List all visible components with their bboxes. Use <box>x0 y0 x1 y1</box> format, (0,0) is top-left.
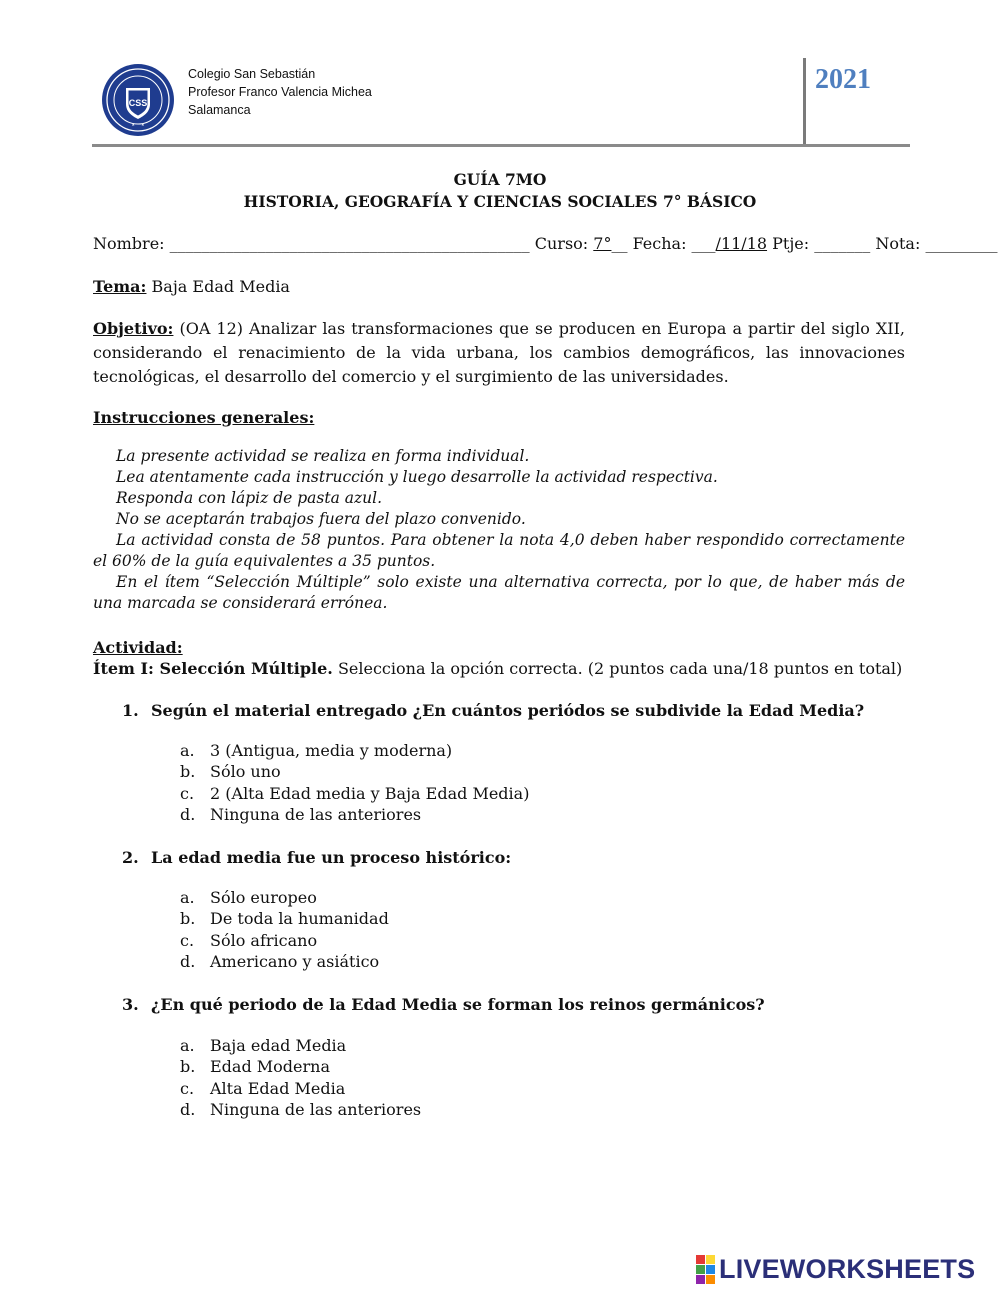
option-text: Ninguna de las anteriores <box>210 1099 422 1119</box>
header-horizontal-rule <box>92 144 910 147</box>
option-letter: a. <box>180 1036 195 1055</box>
fecha-blank[interactable]: ___ <box>691 234 716 253</box>
question-text: ¿En qué periodo de la Edad Media se forman los reinos germánicos? <box>151 995 765 1014</box>
instruction-item: La actividad consta de 58 puntos. Para obtener la nota 4,0 deben haber respondido correctamente el 60% de la guía equivalentes a 35 puntos. <box>93 531 905 570</box>
year-label: 2021 <box>815 64 871 95</box>
option-b[interactable] <box>180 908 389 929</box>
option-letter: d. <box>180 951 196 971</box>
nota-blank[interactable]: _________ <box>925 234 998 253</box>
fecha-label: Fecha: <box>632 234 687 253</box>
question-3-options <box>180 1035 421 1120</box>
option-a[interactable] <box>180 1035 421 1056</box>
curso-label: Curso: <box>534 234 589 253</box>
school-seal-icon <box>100 62 176 138</box>
option-letter: c. <box>180 783 195 803</box>
option-letter: c. <box>180 930 195 950</box>
instruction-item: No se aceptarán trabajos fuera del plazo convenido. <box>116 510 526 528</box>
logo-block <box>706 1255 715 1264</box>
item-text: Selecciona la opción correcta. (2 puntos cada una/18 puntos en total) <box>337 659 903 678</box>
option-d[interactable] <box>180 951 389 972</box>
svg-text:CSS: CSS <box>128 98 148 108</box>
option-letter: d. <box>180 804 196 824</box>
option-letter: b. <box>180 1057 196 1077</box>
nota-label: Nota: <box>875 234 921 253</box>
tema-label: Tema: <box>93 277 147 296</box>
question-number: 3. <box>122 995 139 1014</box>
logo-block <box>696 1275 705 1284</box>
nombre-blank[interactable]: _____________________________________________ <box>169 234 530 253</box>
fecha-value: /11/18 <box>715 234 768 253</box>
question-text: La edad media fue un proceso histórico: <box>151 848 512 867</box>
header-vertical-rule <box>803 58 806 146</box>
option-text: 2 (Alta Edad media y Baja Edad Media) <box>210 783 530 803</box>
item-description <box>93 657 902 681</box>
objetivo-text: (OA 12) Analizar las transformaciones que se producen en Europa a partir del siglo XII, considerando el renacimiento de la vida urbana, los cambios demográficos, las innovaciones tecnológicas, el desarrollo del comercio y el surgimiento de las universidades. <box>93 319 905 386</box>
option-text: Sólo uno <box>210 762 281 782</box>
activity-heading: Actividad: <box>93 638 183 657</box>
school-logo <box>100 62 176 138</box>
subject-title: HISTORIA, GEOGRAFÍA Y CIENCIAS SOCIALES 7° BÁSICO <box>243 192 757 211</box>
option-text: Alta Edad Media <box>210 1078 346 1098</box>
option-b[interactable] <box>180 1056 421 1077</box>
option-b[interactable] <box>180 761 529 782</box>
instructions-heading: Instrucciones generales: <box>93 408 315 427</box>
instruction-item: La presente actividad se realiza en forma individual. <box>116 447 530 465</box>
instruction-item: En el ítem “Selección Múltiple” solo existe una alternativa correcta, por lo que, de haber más de una marcada se considerará errónea. <box>93 573 905 612</box>
instruction-item: Lea atentamente cada instrucción y luego desarrolle la actividad respectiva. <box>116 468 718 486</box>
curso-blank[interactable]: __ <box>611 234 628 253</box>
instructions-list <box>93 446 905 614</box>
school-info <box>188 65 372 119</box>
option-letter: a. <box>180 741 195 760</box>
tema-value: Baja Edad Media <box>151 277 290 296</box>
option-c[interactable] <box>180 1078 421 1099</box>
question-2-options <box>180 887 389 972</box>
option-text: Baja edad Media <box>210 1036 347 1055</box>
liveworksheets-logo-icon <box>696 1255 715 1284</box>
option-a[interactable] <box>180 740 529 761</box>
question-3 <box>122 993 765 1017</box>
logo-block <box>696 1255 705 1264</box>
objetivo-paragraph <box>93 317 905 389</box>
logo-block <box>706 1275 715 1284</box>
option-c[interactable] <box>180 930 389 951</box>
option-text: Edad Moderna <box>210 1057 331 1077</box>
nombre-label: Nombre: <box>93 234 165 253</box>
option-text: Sólo europeo <box>210 888 317 907</box>
school-name: Colegio San Sebastián <box>188 67 316 81</box>
option-a[interactable] <box>180 887 389 908</box>
option-text: Sólo africano <box>210 930 318 950</box>
liveworksheets-watermark <box>696 1254 975 1284</box>
question-1-options <box>180 740 529 825</box>
option-d[interactable] <box>180 804 529 825</box>
ptje-blank[interactable]: _______ <box>814 234 871 253</box>
option-text: De toda la humanidad <box>210 909 389 929</box>
question-text: Según el material entregado ¿En cuántos periódos se subdivide la Edad Media? <box>151 701 865 720</box>
logo-block <box>706 1265 715 1274</box>
teacher-name: Profesor Franco Valencia Michea <box>188 85 372 99</box>
guide-title: GUÍA 7MO <box>453 170 547 189</box>
logo-block <box>696 1265 705 1274</box>
question-1 <box>122 699 864 723</box>
option-letter: c. <box>180 1078 195 1098</box>
question-number: 1. <box>122 701 139 720</box>
question-2 <box>122 846 511 870</box>
curso-value: 7° <box>593 234 612 253</box>
school-city: Salamanca <box>188 103 251 117</box>
objetivo-label: Objetivo: <box>93 319 174 338</box>
student-form-line <box>93 232 997 256</box>
option-text: 3 (Antigua, media y moderna) <box>210 741 453 760</box>
question-number: 2. <box>122 848 139 867</box>
option-letter: b. <box>180 762 196 782</box>
option-text: Americano y asiático <box>210 951 380 971</box>
option-letter: d. <box>180 1099 196 1119</box>
instruction-item: Responda con lápiz de pasta azul. <box>116 489 383 507</box>
option-letter: a. <box>180 888 195 907</box>
option-d[interactable] <box>180 1099 421 1120</box>
watermark-text: LIVEWORKSHEETS <box>719 1253 976 1284</box>
option-text: Ninguna de las anteriores <box>210 804 422 824</box>
tema-line <box>93 275 290 299</box>
option-c[interactable] <box>180 783 529 804</box>
item-label: Ítem I: Selección Múltiple. <box>93 659 333 678</box>
option-letter: b. <box>180 909 196 929</box>
ptje-label: Ptje: <box>772 234 810 253</box>
